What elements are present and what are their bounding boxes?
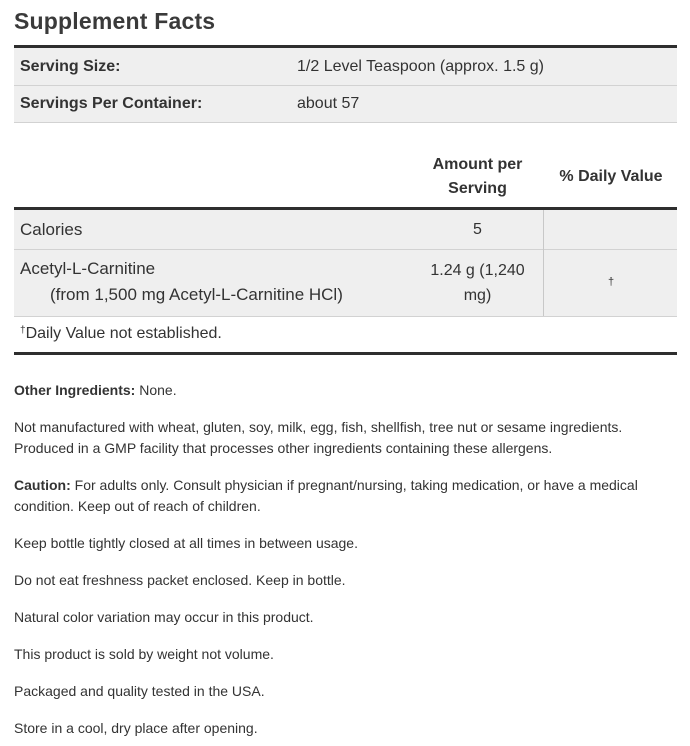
amount-line2: mg) xyxy=(463,287,492,304)
servings-per-container-label: Servings Per Container: xyxy=(20,95,203,112)
amount-header-line2: Serving xyxy=(448,180,507,197)
footnote xyxy=(20,325,222,343)
nutrient-name: Calories xyxy=(20,220,83,239)
servings-per-container-row xyxy=(14,86,677,122)
row-divider xyxy=(14,122,677,123)
color-statement: Natural color variation may occur in this product. xyxy=(14,609,314,625)
other-ingredients-value: None. xyxy=(135,382,177,398)
bottle-statement: Keep bottle tightly closed at all times in between usage. xyxy=(14,535,358,551)
other-ingredients xyxy=(14,380,654,401)
weight-statement: This product is sold by weight not volume. xyxy=(14,646,274,662)
amount-per-serving-header xyxy=(410,153,545,201)
nutrient-amount: 5 xyxy=(473,221,482,238)
storage-statement: Store in a cool, dry place after opening. xyxy=(14,720,258,736)
panel-bottom-divider xyxy=(14,352,677,355)
caution-text: For adults only. Consult physician if pregnant/nursing, taking medication, or have a medical condition. Keep out of reach of children. xyxy=(14,477,638,514)
allergen-statement: Not manufactured with wheat, gluten, soy, milk, egg, fish, shellfish, tree nut or sesame ingredients. Produced in a GMP facility that processes other ingredients containing these allergens. xyxy=(14,419,623,456)
nutrient-name: Acetyl-L-Carnitine xyxy=(20,259,156,278)
row-divider xyxy=(14,316,677,317)
daily-value-dagger: † xyxy=(607,276,615,288)
serving-size-value: 1/2 Level Teaspoon (approx. 1.5 g) xyxy=(297,58,544,75)
table-row xyxy=(14,250,677,316)
packaged-statement: Packaged and quality tested in the USA. xyxy=(14,683,265,699)
footnote-dagger: † xyxy=(20,325,26,336)
nutrient-amount xyxy=(410,258,545,308)
caution-statement xyxy=(14,475,654,517)
servings-per-container-value: about 57 xyxy=(297,95,360,112)
packet-statement: Do not eat freshness packet enclosed. Keep in bottle. xyxy=(14,572,346,588)
footnote-text: Daily Value not established. xyxy=(25,325,222,342)
table-row xyxy=(14,210,677,249)
other-ingredients-label: Other Ingredients: xyxy=(14,382,136,398)
amount-line1: 1.24 g (1,240 xyxy=(430,262,525,279)
amount-header-line1: Amount per xyxy=(432,156,523,173)
page-title: Supplement Facts xyxy=(14,8,216,34)
nutrient-source: (from 1,500 mg Acetyl-L-Carnitine HCl) xyxy=(50,285,343,304)
caution-label: Caution: xyxy=(14,477,71,493)
serving-size-row xyxy=(14,48,677,85)
serving-size-label: Serving Size: xyxy=(20,58,121,75)
daily-value-header: % Daily Value xyxy=(559,168,663,185)
column-divider xyxy=(543,210,544,316)
